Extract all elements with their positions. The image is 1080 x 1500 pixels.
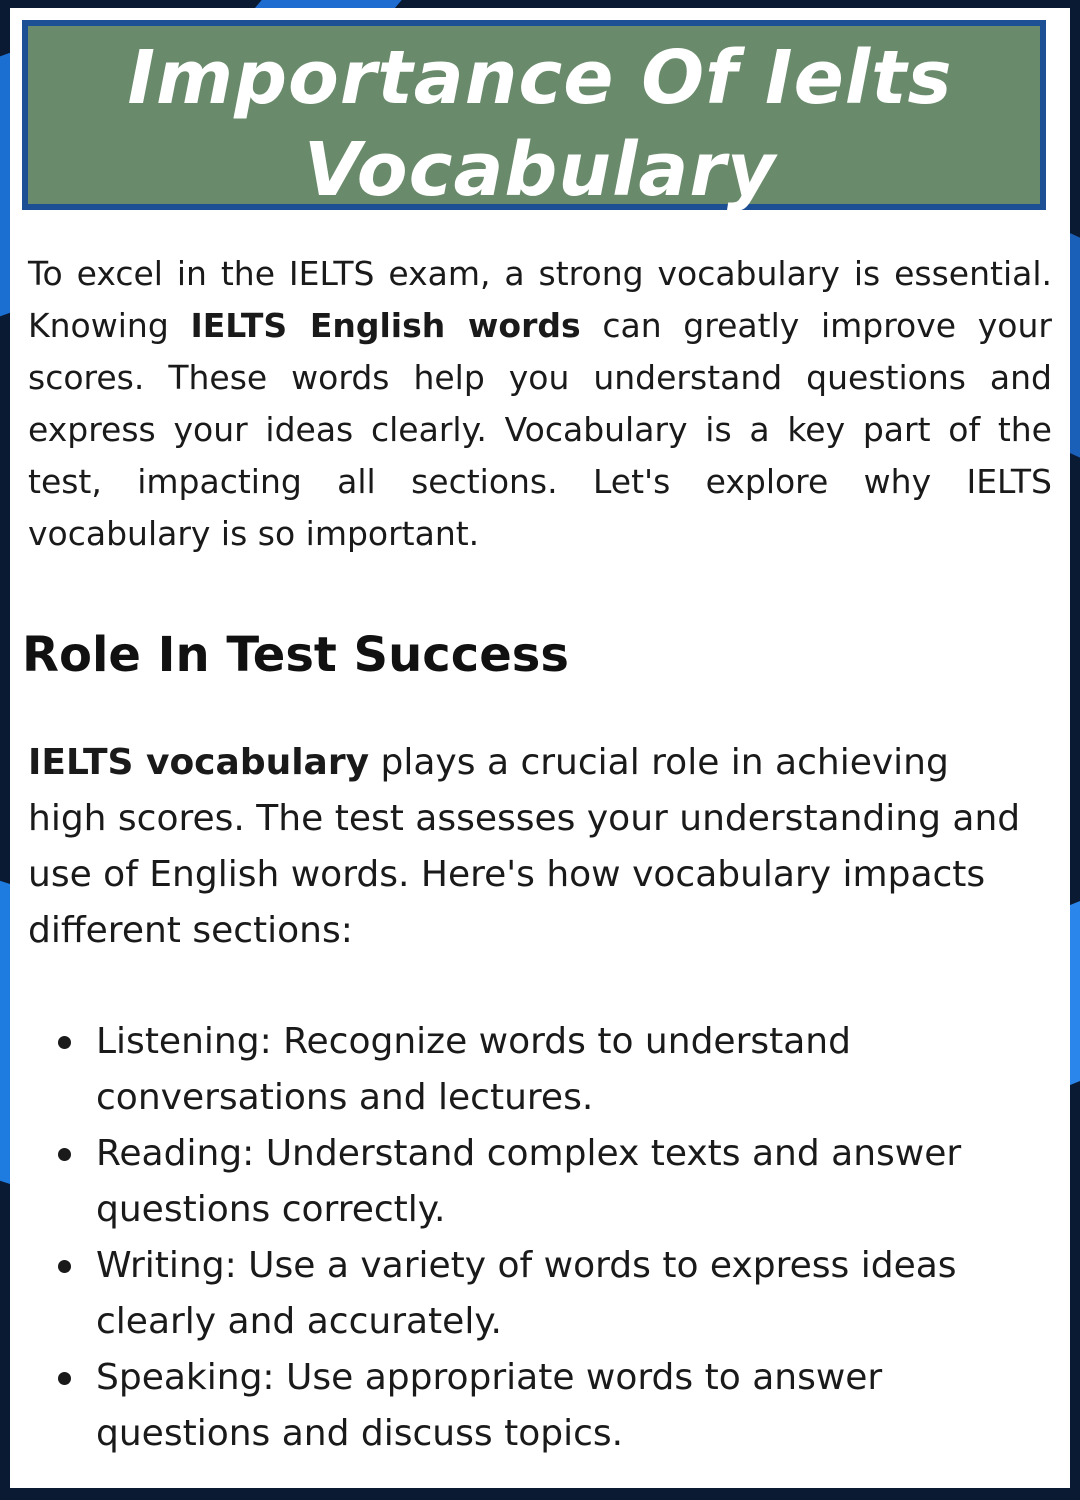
bullet-item-writing <box>50 1238 1040 1350</box>
section-paragraph-text: plays a crucial role in achieving high scores. The test assesses your understanding and use of English words. Here's how vocabulary impacts different sections: <box>28 742 1021 951</box>
bullet-dot-icon <box>58 1260 71 1273</box>
bullet-item-reading <box>50 1126 1040 1238</box>
title-line-2: Vocabulary <box>303 127 777 213</box>
section-paragraph <box>28 735 1028 959</box>
intro-text-start: To excel in the IELTS exam, a strong vocabulary is essential. Knowing <box>28 254 1052 345</box>
intro-text-end: can greatly improve your scores. These words help you understand questions and express your ideas clearly. Vocabulary is a key part of the test, impacting all sections. Let's explore why IELTS vocabulary is so important. <box>28 306 1052 553</box>
section-bold-phrase: IELTS vocabulary <box>28 742 370 783</box>
section-bullet-list <box>50 1014 1040 1462</box>
intro-paragraph <box>28 248 1052 560</box>
page-title <box>28 32 1052 216</box>
title-line-1: Importance Of Ielts <box>127 35 953 121</box>
bullet-dot-icon <box>58 1372 71 1385</box>
section-heading: Role In Test Success <box>22 627 569 683</box>
bullet-text: Reading: Understand complex texts and answer questions correctly. <box>96 1133 962 1230</box>
bullet-text: Speaking: Use appropriate words to answer questions and discuss topics. <box>96 1357 883 1454</box>
bullet-item-listening <box>50 1014 1040 1126</box>
bullet-dot-icon <box>58 1148 71 1161</box>
intro-bold-phrase: IELTS English words <box>190 306 581 345</box>
bullet-text: Writing: Use a variety of words to express ideas clearly and accurately. <box>96 1245 957 1342</box>
title-banner <box>22 20 1046 213</box>
content-card <box>10 8 1070 1488</box>
bullet-item-speaking <box>50 1350 1040 1462</box>
bullet-dot-icon <box>58 1036 71 1049</box>
bullet-text: Listening: Recognize words to understand conversations and lectures. <box>96 1021 851 1118</box>
